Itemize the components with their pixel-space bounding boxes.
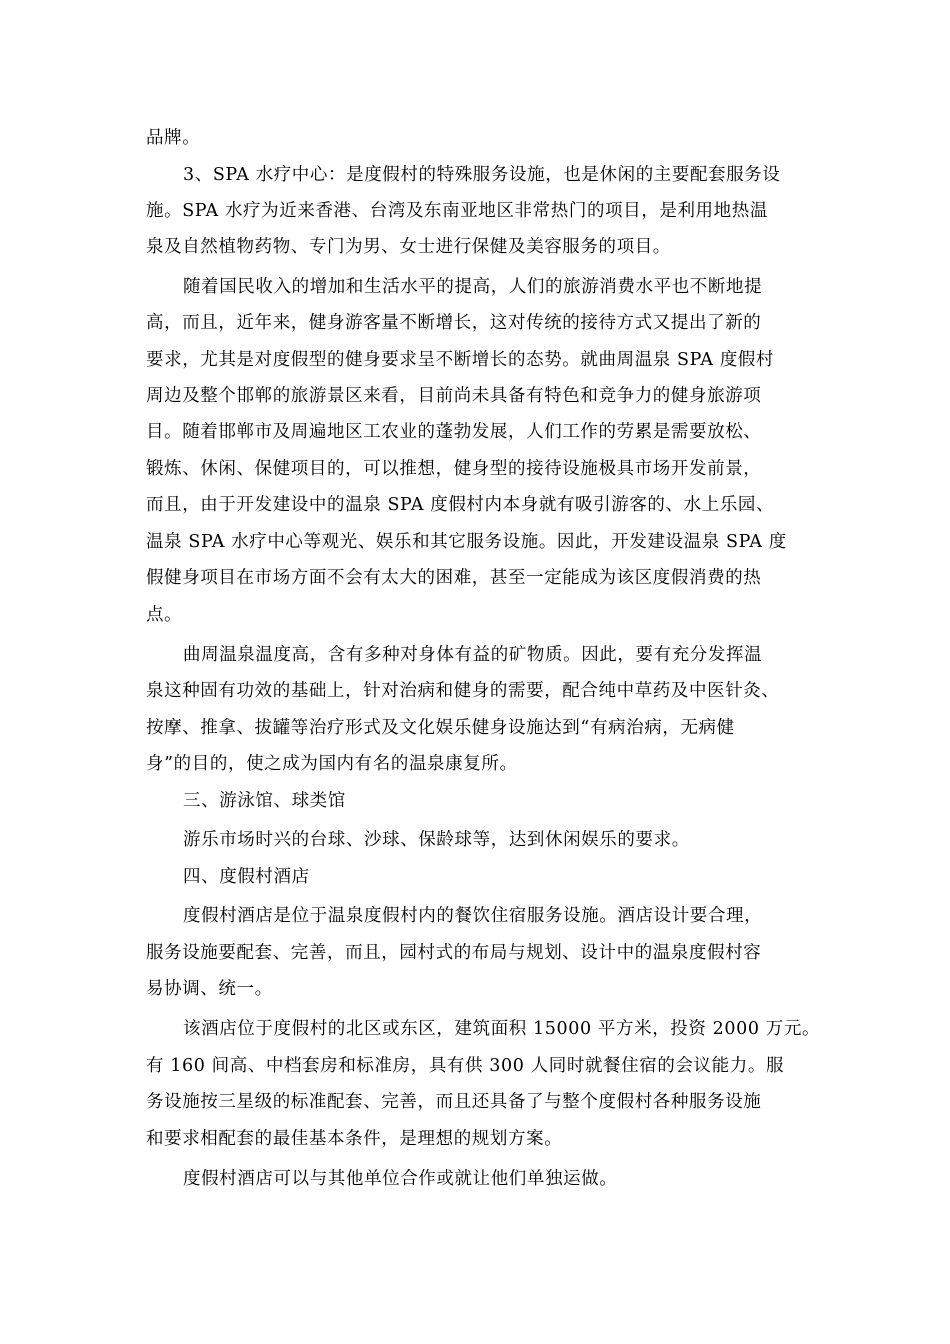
text-line: 务设施按三星级的标准配套、完善，而且还具备了与整个度假村各种服务设施 (146, 1092, 762, 1112)
text-line: 温泉 SPA 水疗中心等观光、娱乐和其它服务设施。因此，开发建设温泉 SPA 度 (146, 532, 787, 552)
text-line: 目。随着邯郸市及周遍地区工农业的蓬勃发展，人们工作的劳累是需要放松、 (146, 422, 762, 442)
text-line: 施。SPA 水疗为近来香港、台湾及东南亚地区非常热门的项目，是利用地热温 (146, 201, 768, 221)
text-line: 和要求相配套的最佳基本条件，是理想的规划方案。 (146, 1129, 563, 1149)
text-line: 身”的目的，使之成为国内有名的温泉康复所。 (146, 754, 518, 774)
text-line: 要求，尤其是对度假型的健身要求呈不断增长的态势。就曲周温泉 SPA 度假村 (146, 350, 775, 370)
section-heading: 四、度假村酒店 (183, 867, 310, 887)
text-line: 假健身项目在市场方面不会有太大的困难，甚至一定能成为该区度假消费的热 (146, 568, 762, 588)
text-line: 锻炼、休闲、保健项目的，可以推想，健身型的接待设施极具市场开发前景， (146, 459, 762, 479)
text-line: 周边及整个邯郸的旅游景区来看，目前尚未具备有特色和竞争力的健身旅游项 (146, 386, 762, 406)
text-line: 按摩、推拿、拔罐等治疗形式及文化娱乐健身设施达到“有病治病，无病健 (146, 718, 735, 738)
text-line: 易协调、统一。 (146, 979, 273, 999)
paragraph-start: 度假村酒店是位于温泉度假村内的餐饮住宿服务设施。酒店设计要合理， (183, 906, 763, 926)
paragraph-start: 该酒店位于度假村的北区或东区，建筑面积 15000 平方米，投资 2000 万元。 (183, 1019, 821, 1039)
text-line: 泉及自然植物药物、专门为男、女士进行保健及美容服务的项目。 (146, 237, 671, 257)
text-line: 而且，由于开发建设中的温泉 SPA 度假村内本身就有吸引游客的、水上乐园、 (146, 495, 775, 515)
paragraph-start: 游乐市场时兴的台球、沙球、保龄球等，达到休闲娱乐的要求。 (183, 830, 690, 850)
text-line: 泉这种固有功效的基础上，针对治病和健身的需要，配合纯中草药及中医针灸、 (146, 681, 780, 701)
paragraph-start: 度假村酒店可以与其他单位合作或就让他们单独运做。 (183, 1169, 618, 1189)
text-line: 服务设施要配套、完善，而且，园村式的布局与规划、设计中的温泉度假村容 (146, 943, 762, 963)
paragraph-start: 随着国民收入的增加和生活水平的提高，人们的旅游消费水平也不断地提 (183, 277, 763, 297)
section-heading: 三、游泳馆、球类馆 (183, 791, 346, 811)
text-line: 品牌。 (146, 128, 201, 148)
paragraph-start: 3、SPA 水疗中心：是度假村的特殊服务设施，也是休闲的主要配套服务设 (183, 165, 781, 185)
text-line: 点。 (146, 605, 183, 625)
text-line: 高，而且，近年来，健身游客量不断增长，这对传统的接待方式又提出了新的 (146, 313, 762, 333)
paragraph-start: 曲周温泉温度高，含有多种对身体有益的矿物质。因此，要有充分发挥温 (183, 645, 763, 665)
text-line: 有 160 间高、中档套房和标准房，具有供 300 人同时就餐住宿的会议能力。服 (146, 1056, 785, 1076)
